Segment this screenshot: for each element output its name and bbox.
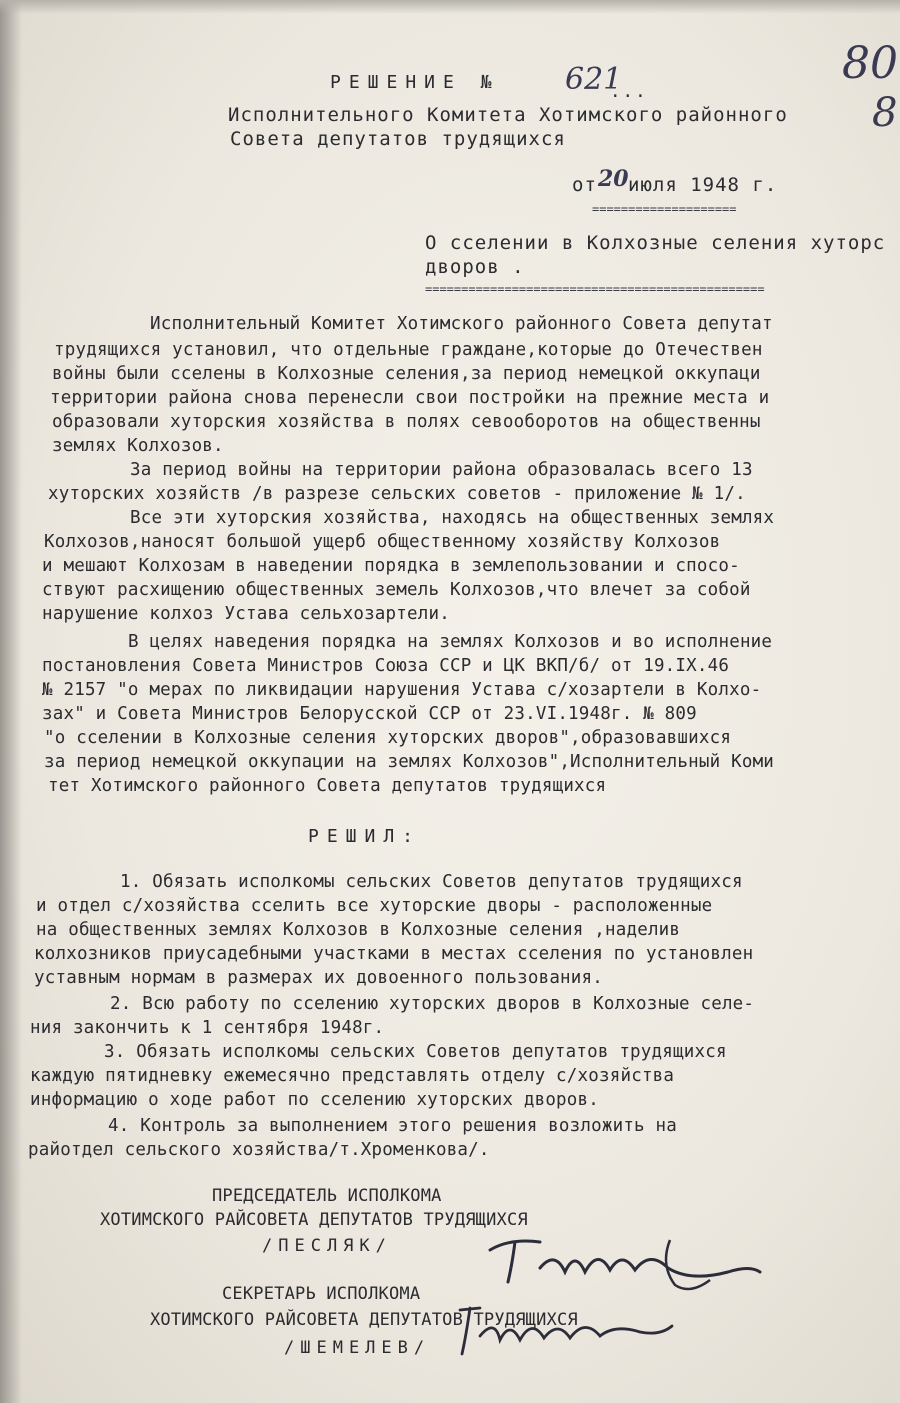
body-line: за период немецкой оккупации на землях Колхозов",Исполнительный Коми (44, 752, 775, 772)
resolved-heading: РЕШИЛ: (308, 826, 422, 847)
resolution-line: райотдел сельского хозяйства/т.Хроменкова/. (28, 1140, 490, 1160)
resolution-line: каждую пятидневку ежемесячно представлять отделу с/хозяйства (30, 1066, 675, 1086)
number-dots: ... (610, 82, 648, 102)
subject-line-2: дворов . (425, 256, 525, 278)
date-underline: ==================== (592, 202, 737, 216)
body-line: Все эти хуторския хозяйства, находясь на общественных землях (130, 508, 775, 528)
resolution-line: информацию о ходе работ по сселению хуторских дворов. (30, 1090, 600, 1110)
secretary-title: СЕКРЕТАРЬ ИСПОЛКОМА (222, 1284, 421, 1304)
body-line: За период войны на территории района образовалась всего 13 (130, 460, 753, 480)
body-line: № 2157 "о мерах по ликвидации нарушения Устава с/хозартели в Колхо- (42, 680, 762, 700)
body-line: и мешают Колхозам в наведении порядка в землепользовании и спосо- (42, 556, 740, 576)
date-prefix: от (572, 174, 597, 196)
resolution-line: и отдел с/хозяйства сселить все хуторские дворы - расположенные (36, 896, 713, 916)
date-day: 20 (598, 166, 629, 192)
document-title: РЕШЕНИЕ № (330, 72, 500, 93)
secretary-signature (440, 1296, 680, 1366)
resolution-line: на общественных землях Колхозов в Колхозные селения ,наделив (36, 920, 681, 940)
header-line-2: Совета депутатов трудящихся (230, 128, 566, 150)
page-edge-shadow (0, 0, 22, 1403)
resolution-line: колхозников приусадебными участками в местах сселения по установлен (34, 944, 754, 964)
header-line-1: Исполнительного Комитета Хотимского районного (228, 104, 788, 126)
body-line: образовали хуторския хозяйства в полях севооборотов на общественны (52, 412, 761, 432)
body-line: ствуют расхищению общественных земель Колхозов,что влечет за собой (42, 580, 751, 600)
body-line: трудящихся установил, что отдельные граждане,которые до Отечествен (54, 340, 763, 360)
body-line: Исполнительный Комитет Хотимского районного Совета депутат (150, 314, 773, 334)
body-line: постановления Совета Министров Союза ССР и ЦК ВКП/б/ от 19.IX.46 (42, 656, 730, 676)
resolution-line: 4. Контроль за выполнением этого решения возложить на (108, 1116, 678, 1136)
chairman-council: ХОТИМСКОГО РАЙСОВЕТА ДЕПУТАТОВ ТРУДЯЩИХСЯ (100, 1210, 528, 1230)
body-line: тет Хотимского районного Совета депутатов трудящихся (48, 776, 607, 796)
body-line: войны были сселены в Колхозные селения,за период немецкой оккупаци (52, 364, 761, 384)
body-line: территории района снова перенесли свои постройки на прежние места и (50, 388, 770, 408)
chairman-name: /ПЕСЛЯК/ (262, 1236, 392, 1256)
secretary-name: /ШЕМЕЛЕВ/ (284, 1338, 431, 1358)
resolution-line: ния закончить к 1 сентября 1948г. (30, 1018, 385, 1038)
secretary-council: ХОТИМСКОГО РАЙСОВЕТА ДЕПУТАТОВ ТРУДЯЩИХСЯ (150, 1310, 578, 1330)
body-line: хуторских хозяйств /в разрезе сельских советов - приложение № 1/. (48, 484, 746, 504)
subject-line-1: О сселении в Колхозные селения хуторс (425, 232, 886, 254)
subject-underline: =============================================== (425, 282, 765, 296)
body-line: землях Колхозов. (52, 436, 224, 456)
page-top-shadow (0, 0, 900, 14)
date-rest: июля 1948 г. (628, 174, 778, 196)
resolution-line: уставным нормам в размерах их довоенного пользования. (34, 968, 604, 988)
corner-number-top: 80 (842, 38, 898, 89)
resolution-line: 2. Всю работу по сселению хуторских дворов в Колхозные селе- (110, 994, 755, 1014)
chairman-title: ПРЕДСЕДАТЕЛЬ ИСПОЛКОМА (212, 1186, 442, 1206)
resolution-line: 1. Обязать исполкомы сельских Советов депутатов трудящихся (120, 872, 743, 892)
body-line: В целях наведения порядка на землях Колхозов и во исполнение (128, 632, 773, 652)
body-line: "о сселении в Колхозные селения хуторских дворов",образовавшихся (44, 728, 732, 748)
resolution-line: 3. Обязать исполкомы сельских Советов депутатов трудящихся (104, 1042, 727, 1062)
body-line: Колхозов,наносят большой ущерб общественному хозяйству Колхозов (44, 532, 721, 552)
handwritten-number: 621 (565, 62, 623, 97)
corner-number-bottom: 8 (872, 90, 898, 136)
body-line: нарушение колхоз Устава сельхозартели. (42, 604, 450, 624)
chairman-signature (470, 1220, 770, 1300)
body-line: зах" и Совета Министров Белорусской ССР от 23.VI.1948г. № 809 (42, 704, 697, 724)
